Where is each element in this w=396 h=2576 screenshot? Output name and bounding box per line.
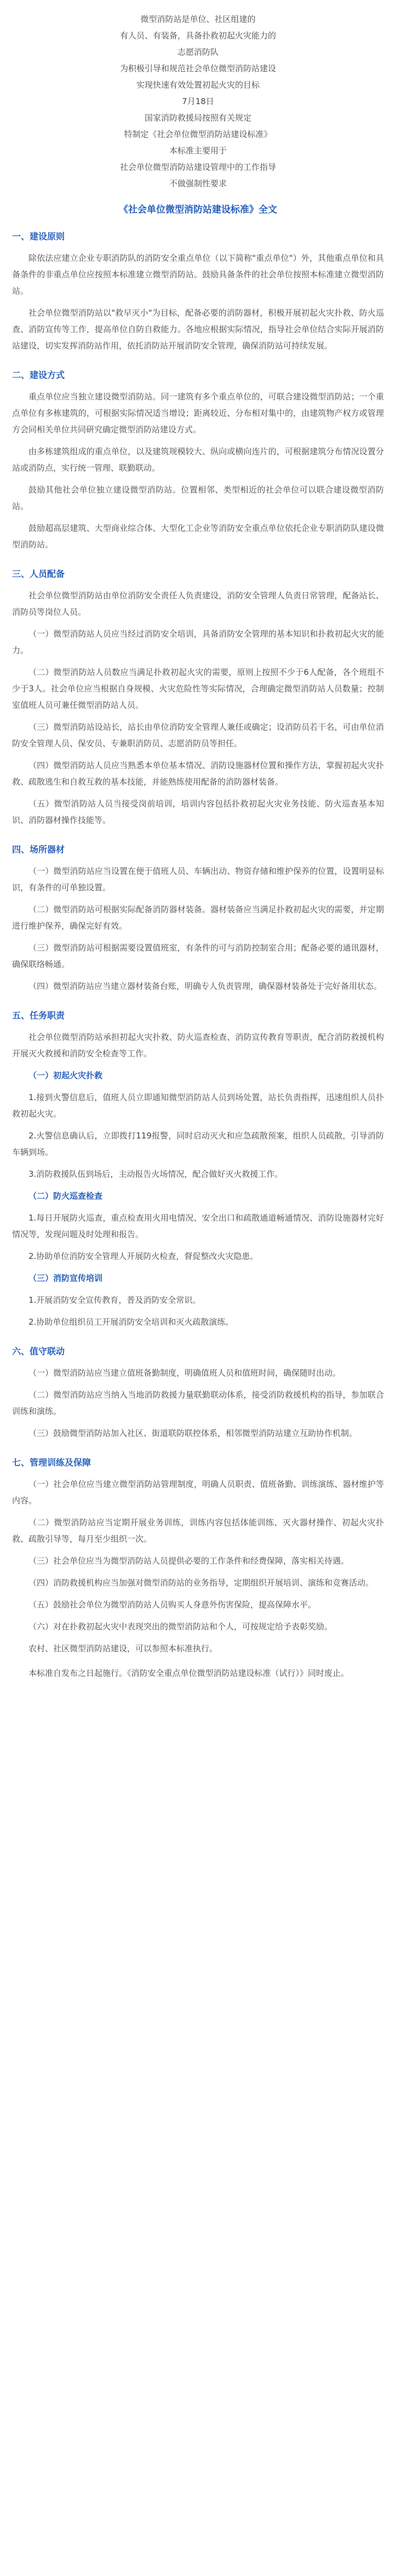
intro-line: 社会单位微型消防站建设管理中的工作指导 [119, 162, 276, 172]
section-paragraph: 社会单位微型消防站承担初起火灾扑救、防火巡查检查、消防宣传教育等职责，配合消防救援机构开展灭火救援和消防安全检查等工作。 [12, 1032, 384, 1058]
footer-block [12, 1640, 384, 1681]
section-paragraph: （三）社会单位应当为微型消防站人员提供必要的工作条件和经费保障，落实相关待遇。 [28, 1556, 349, 1566]
section-paragraph: 3.消防救援队伍到场后，主动报告火场情况，配合做好灭火救援工作。 [28, 1169, 283, 1179]
section-paragraph: （一）微型消防站应当设置在便于值班人员、车辆出动、物资存储和维护保养的位置，设置明显标识，有条件的可单独设置。 [12, 866, 384, 892]
section-paragraph: 1.每日开展防火巡查，重点检查用火用电情况、安全出口和疏散通道畅通情况、消防设施器材完好情况等，发现问题及时处理和报告。 [12, 1213, 384, 1239]
section-paragraph: 2.火警信息确认后，立即拨打119报警，同时启动灭火和应急疏散预案，组织人员疏散，引导消防车辆到场。 [12, 1131, 384, 1157]
intro-line: 微型消防站是单位、社区组建的 [140, 14, 256, 24]
section-paragraph: （三）微型消防站设站长，站长由单位消防安全管理人兼任或确定；设消防员若干名，可由单位消防安全管理人员、保安员、专兼职消防员、志愿消防员等担任。 [12, 722, 384, 748]
section-paragraph: （三）鼓励微型消防站加入社区、街道联防联控体系，相邻微型消防站建立互助协作机制。 [28, 1428, 358, 1438]
intro-line: 本标准主要用于 [169, 146, 227, 156]
section-heading: 一、建设原则 [12, 231, 65, 242]
section-paragraph: 除依法应建立企业专职消防队的消防安全重点单位（以下简称"重点单位"）外，其他重点单位和具备条件的非重点单位应按照本标准建立微型消防站。鼓励具备条件的社会单位按照本标准建立微型消防站。 [12, 253, 384, 296]
section-paragraph: 1.接到火警信息后，值班人员立即通知微型消防站人员到场处置，站长负责指挥，迅速组织人员扑救初起火灾。 [12, 1092, 384, 1119]
intro-line: 志愿消防队 [177, 47, 219, 57]
section-paragraph: （六）对在扑救初起火灾中表现突出的微型消防站和个人，可按规定给予表彰奖励。 [28, 1622, 333, 1632]
document-title: 《社会单位微型消防站建设标准》全文 [119, 204, 277, 215]
intro-line: 有人员、有装备，具备扑救初起火灾能力的 [119, 31, 276, 41]
section-paragraph: （四）消防救援机构应当加强对微型消防站的业务指导，定期组织开展培训、演练和竞赛活动。 [28, 1578, 374, 1588]
section-paragraph: 2.协助单位组织员工开展消防安全培训和灭火疏散演练。 [28, 1317, 234, 1327]
section-heading: 三、人员配备 [12, 569, 65, 579]
section-paragraph: （一）微型消防站人员应当经过消防安全培训，具备消防安全管理的基本知识和扑救初起火灾的能力。 [12, 629, 384, 655]
section-paragraph: （三）微型消防站可根据需要设置值班室，有条件的可与消防控制室合用；配备必要的通讯器材，确保联络畅通。 [12, 943, 384, 969]
section-paragraph: 社会单位微型消防站以"救早灭小"为目标，配备必要的消防器材，积极开展初起火灾扑救、防火巡查、消防宣传等工作，提高单位自防自救能力。各地应根据实际情况，指导社会单位结合实际开展消防站建设，切实发挥消防站作用，依托消防站开展消防安全管理，确保消防站可持续发展。 [12, 308, 384, 351]
section-paragraph: 鼓励超高层建筑、大型商业综合体、大型化工企业等消防安全重点单位依托企业专职消防队建设微型消防站。 [12, 523, 384, 549]
section-paragraph: 由多栋建筑组成的重点单位，以及建筑规模较大、纵向或横向连片的，可根据建筑分布情况设置分站或消防点，实行统一管理、联勤联动。 [12, 446, 384, 473]
section-paragraph: （一）微型消防站应当建立值班备勤制度，明确值班人员和值班时间，确保随时出动。 [28, 1368, 341, 1378]
footer-line: 本标准自发布之日起施行。《消防安全重点单位微型消防站建设标准（试行）》同时废止。 [28, 1668, 349, 1678]
section-heading: 六、值守联动 [12, 1346, 65, 1356]
section-heading: 二、建设方式 [12, 370, 65, 380]
sections-container [12, 230, 384, 1635]
section-paragraph: （一）社会单位应当建立微型消防站管理制度，明确人员职责、值班备勤、训练演练、器材维护等内容。 [12, 1479, 384, 1505]
intro-block [12, 11, 384, 192]
intro-line: 不做强制性要求 [169, 179, 227, 188]
section-paragraph: （二）微型消防站应当定期开展业务训练，训练内容包括体能训练、灭火器材操作、初起火灾扑救、疏散引导等，每月至少组织一次。 [12, 1518, 384, 1544]
section-heading: 七、管理训练及保障 [12, 1457, 91, 1468]
section-heading: 四、场所器材 [12, 844, 65, 855]
section-paragraph: 重点单位应当独立建设微型消防站。同一建筑有多个重点单位的，可联合建设微型消防站；一个重点单位有多栋建筑的，可根据实际情况适当增设；距离较近、分布相对集中的，由建筑物产权方或管理方会同相关单位共同研究确定微型消防站建设方式。 [12, 392, 384, 434]
section-paragraph: （二）微型消防站人员数应当满足扑救初起火灾的需要，原则上按照不少于6人配备，各个班组不少于3人。社会单位应当根据自身规模、火灾危险性等实际情况，合理确定微型消防站人员数量；控制室值班人员可兼任微型消防站人员。 [12, 667, 384, 710]
section-heading: 五、任务职责 [12, 1010, 65, 1021]
section-paragraph: （四）微型消防站应当建立器材装备台账，明确专人负责管理，确保器材装备处于完好备用状态。 [28, 981, 382, 991]
section-paragraph: 鼓励其他社会单位独立建设微型消防站。位置相邻、类型相近的社会单位可以联合建设微型消防站。 [12, 485, 384, 511]
section-paragraph: 社会单位微型消防站由单位消防安全责任人负责建设，消防安全管理人负责日常管理，配备站长、消防员等岗位人员。 [12, 591, 384, 617]
section-paragraph: （二）微型消防站可根据实际配备消防器材装备。器材装备应当满足扑救初起火灾的需要，并定期进行维护保养，确保完好有效。 [12, 905, 384, 931]
section-paragraph: 1.开展消防安全宣传教育，普及消防安全常识。 [28, 1295, 201, 1305]
section-paragraph: （一）初起火灾扑救 [28, 1071, 103, 1080]
intro-line: 实现快速有效处置初起火灾的目标 [136, 80, 260, 90]
section-paragraph: （二）防火巡查检查 [28, 1191, 103, 1201]
footer-line: 农村、社区微型消防站建设，可以参照本标准执行。 [28, 1644, 218, 1653]
section-paragraph: （五）微型消防站人员当接受岗前培训，培训内容包括扑救初起火灾业务技能、防火巡查基本知识、消防器材操作技能等。 [12, 799, 384, 825]
section-paragraph: （四）微型消防站人员应当熟悉本单位基本情况、消防设施器材位置和操作方法，掌握初起火灾扑救、疏散逃生和自救互救的基本技能，并能熟练使用配备的消防器材装备。 [12, 760, 384, 787]
section-paragraph: （五）鼓励社会单位为微型消防站人员购买人身意外伤害保险，提高保障水平。 [28, 1600, 317, 1610]
section-paragraph: （三）消防宣传培训 [28, 1273, 103, 1283]
intro-line: 7月18日 [182, 96, 214, 106]
intro-line: 特制定《社会单位微型消防站建设标准》 [124, 129, 272, 139]
intro-line: 国家消防救援局按照有关规定 [144, 113, 251, 123]
intro-line: 为积极引导和规范社会单位微型消防站建设 [119, 64, 276, 73]
section-paragraph: 2.协助单位消防安全管理人开展防火检查，督促整改火灾隐患。 [28, 1251, 259, 1261]
section-paragraph: （二）微型消防站应当纳入当地消防救援力量联勤联动体系，接受消防救援机构的指导，参加联合训练和演练。 [12, 1390, 384, 1416]
